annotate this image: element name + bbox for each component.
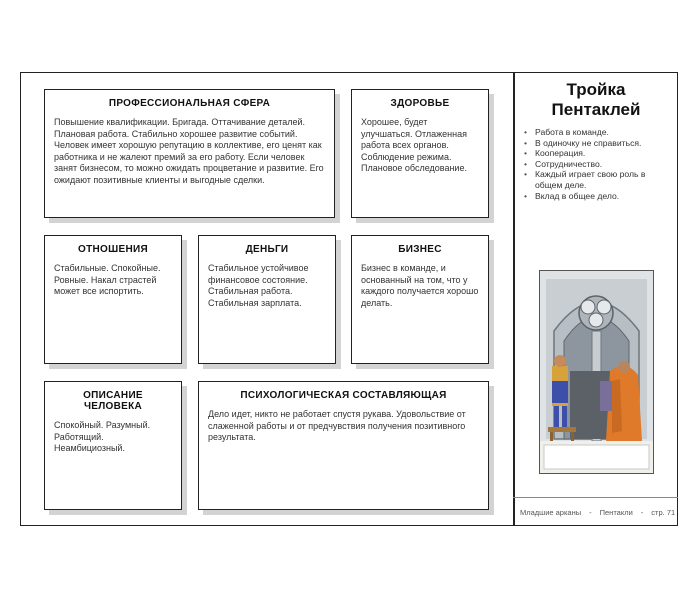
card-person-title: ОПИСАНИЕ ЧЕЛОВЕКА [83,390,143,412]
card-relations-title: ОТНОШЕНИЯ [78,244,148,255]
keyword-item: • Вклад в общее дело. [524,191,674,202]
footer-separator: - [640,508,644,517]
card-relations [44,235,182,364]
footer-section: Младшие арканы [520,508,582,517]
card-money [198,235,336,364]
card-psychology [198,381,489,510]
card-psychology-text: Дело идет, никто не работает спустя рукава. Удовольствие от слаженной работы и от предчувствия получения позитивного результата. [208,409,466,442]
card-professional-title: ПРОФЕССИОНАЛЬНАЯ СФЕРА [108,98,271,109]
card-name-line1: Тройка [566,80,626,99]
card-money-title: ДЕНЬГИ [245,244,289,255]
card-business-text: Бизнес в команде, и основанный на том, что у каждого получается хорошо делать. [361,263,479,308]
card-professional-text: Повышение квалификации. Бригада. Оттачивание деталей. Плановая работа. Стабильно хорошее развитие событий. Человек имеет хорошую репутацию в коллективе, его ценят как работника и не жалеют премий за его работу. Если человек занят бизнесом, то можно ожидать процветание и развитие. Его ожидают позитивные клиенты и выгодные сделки. [54,117,324,185]
keyword-item: • Кооперация. [524,148,674,159]
keyword-item: • Сотрудничество. [524,159,674,170]
footer-page-number: стр. 71 [651,508,676,517]
card-health-title: ЗДОРОВЬЕ [390,98,450,109]
keyword-list [524,127,674,201]
card-professional [44,89,335,218]
keyword-item: • Работа в команде. [524,127,674,138]
footer-suit: Пентакли [599,508,633,517]
card-money-text: Стабильное устойчивое финансовое состояние. Стабильная работа. Стабильная зарплата. [208,263,309,308]
keyword-item: • В одиночку не справиться. [524,138,674,149]
card-health-text: Хорошее, будет улучшаться. Отлаженная работа всех органов. Соблюдение режима. Плановое обследование. [361,117,467,173]
card-person [44,381,182,510]
card-person-text: Спокойный. Разумный. Работящий. Неамбициозный. [54,420,151,453]
card-business [351,235,489,364]
vertical-divider [513,72,515,526]
keyword-item: • Каждый играет свою роль в общем деле. [524,169,674,190]
card-name-title [516,80,676,120]
card-relations-text: Стабильные. Спокойные. Ровные. Накал страстей может все испортить. [54,263,161,296]
tarot-card-illustration [540,271,653,473]
card-business-title: БИЗНЕС [398,244,442,255]
card-psychology-title: ПСИХОЛОГИЧЕСКАЯ СОСТАВЛЯЮЩАЯ [240,390,447,401]
card-name-line2: Пентаклей [551,100,641,119]
footer-separator: - [589,508,592,517]
page-footer [516,508,676,517]
three-of-pentacles-card-image [539,270,654,474]
card-health [351,89,489,218]
footer-divider [513,497,678,498]
